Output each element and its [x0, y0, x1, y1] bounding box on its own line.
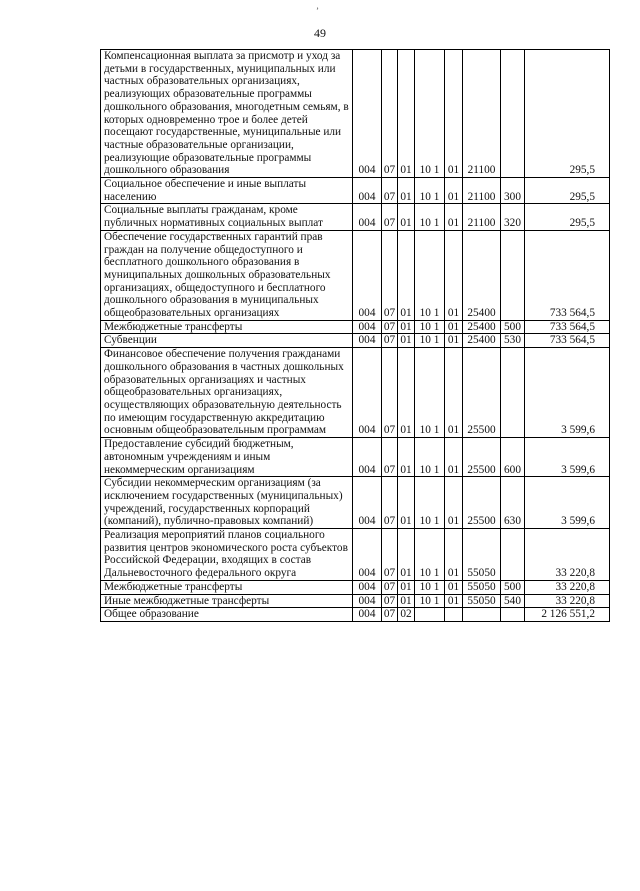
row-amount: 733 564,5	[525, 230, 610, 320]
row-name: Межбюджетные трансферты	[101, 320, 353, 334]
row-name: Социальные выплаты гражданам, кроме публичных нормативных социальных выплат	[101, 204, 353, 230]
row-name: Субсидии некоммерческим организациям (за исключением государственных (муниципальных) учреждений, государственных корпораций (компаний), публично-правовых компаний)	[101, 477, 353, 529]
row-direction-code	[463, 608, 501, 622]
row-expense-type-code	[501, 529, 525, 581]
row-subprogram-code: 01	[445, 529, 463, 581]
row-direction-code: 21100	[463, 50, 501, 178]
scan-mark: ʼ	[316, 6, 319, 16]
row-program-code: 10 1	[415, 580, 445, 594]
row-amount: 733 564,5	[525, 320, 610, 334]
table-row	[101, 348, 610, 438]
row-subsection-code: 01	[398, 178, 415, 204]
row-subsection-code: 01	[398, 594, 415, 608]
row-amount: 3 599,6	[525, 477, 610, 529]
page-number: 49	[314, 26, 326, 40]
row-gr-code: 004	[353, 608, 382, 622]
row-subsection-code: 01	[398, 204, 415, 230]
row-name: Общее образование	[101, 608, 353, 622]
table-row	[101, 320, 610, 334]
row-program-code: 10 1	[415, 438, 445, 477]
row-program-code: 10 1	[415, 334, 445, 348]
row-gr-code: 004	[353, 438, 382, 477]
row-gr-code: 004	[353, 178, 382, 204]
row-expense-type-code: 320	[501, 204, 525, 230]
row-direction-code: 25400	[463, 334, 501, 348]
row-subsection-code: 01	[398, 320, 415, 334]
row-expense-type-code: 600	[501, 438, 525, 477]
row-gr-code: 004	[353, 477, 382, 529]
row-amount: 295,5	[525, 50, 610, 178]
table-row	[101, 230, 610, 320]
table-row	[101, 580, 610, 594]
row-section-code: 07	[382, 334, 398, 348]
row-section-code: 07	[382, 230, 398, 320]
row-direction-code: 21100	[463, 178, 501, 204]
row-gr-code: 004	[353, 348, 382, 438]
table-row	[101, 438, 610, 477]
row-section-code: 07	[382, 320, 398, 334]
table-row	[101, 529, 610, 581]
row-direction-code: 25500	[463, 477, 501, 529]
row-amount: 3 599,6	[525, 438, 610, 477]
row-section-code: 07	[382, 608, 398, 622]
row-subprogram-code: 01	[445, 50, 463, 178]
row-gr-code: 004	[353, 334, 382, 348]
row-name: Компенсационная выплата за присмотр и уход за детьми в государственных, муниципальных или частных образовательных организациях, реализующих образовательные программы дошкольного образования, многодетным семьям, в которых одновременно трое и более детей посещают государственные, муниципальные или частные образовательные организации, реализующие образовательные программы дошкольного образования	[101, 50, 353, 178]
row-subsection-code: 01	[398, 334, 415, 348]
row-subsection-code: 02	[398, 608, 415, 622]
row-gr-code: 004	[353, 204, 382, 230]
row-amount: 295,5	[525, 178, 610, 204]
table-row	[101, 204, 610, 230]
row-expense-type-code	[501, 348, 525, 438]
row-expense-type-code	[501, 608, 525, 622]
row-expense-type-code	[501, 230, 525, 320]
row-program-code: 10 1	[415, 178, 445, 204]
row-name: Социальное обеспечение и иные выплаты населению	[101, 178, 353, 204]
row-program-code: 10 1	[415, 477, 445, 529]
table-row	[101, 50, 610, 178]
row-direction-code: 25500	[463, 348, 501, 438]
row-subprogram-code: 01	[445, 477, 463, 529]
row-direction-code: 25400	[463, 320, 501, 334]
row-subsection-code: 01	[398, 50, 415, 178]
table-body	[101, 50, 610, 622]
row-program-code: 10 1	[415, 320, 445, 334]
table-row	[101, 477, 610, 529]
row-amount: 2 126 551,2	[525, 608, 610, 622]
row-section-code: 07	[382, 204, 398, 230]
row-name: Межбюджетные трансферты	[101, 580, 353, 594]
row-subprogram-code: 01	[445, 178, 463, 204]
row-section-code: 07	[382, 438, 398, 477]
row-expense-type-code: 540	[501, 594, 525, 608]
row-subprogram-code: 01	[445, 438, 463, 477]
row-subprogram-code: 01	[445, 580, 463, 594]
row-amount: 33 220,8	[525, 529, 610, 581]
row-gr-code: 004	[353, 594, 382, 608]
row-section-code: 07	[382, 348, 398, 438]
row-name: Субвенции	[101, 334, 353, 348]
row-expense-type-code: 500	[501, 320, 525, 334]
row-section-code: 07	[382, 529, 398, 581]
row-name: Финансовое обеспечение получения гражданами дошкольного образования в частных дошкольных образовательных организациях и частных общеобразовательных организациях, осуществляющих образовательную деятельность по имеющим государственную аккредитацию основным общеобразовательным программам	[101, 348, 353, 438]
table-row	[101, 334, 610, 348]
row-section-code: 07	[382, 580, 398, 594]
table-row	[101, 594, 610, 608]
row-subsection-code: 01	[398, 529, 415, 581]
row-program-code: 10 1	[415, 594, 445, 608]
row-amount: 295,5	[525, 204, 610, 230]
row-program-code	[415, 608, 445, 622]
row-subprogram-code: 01	[445, 348, 463, 438]
row-gr-code: 004	[353, 320, 382, 334]
row-name: Реализация мероприятий планов социального развития центров экономического роста субъектов Российской Федерации, входящих в состав Дальневосточного федерального округа	[101, 529, 353, 581]
row-program-code: 10 1	[415, 204, 445, 230]
table-row	[101, 608, 610, 622]
row-direction-code: 25400	[463, 230, 501, 320]
row-subprogram-code: 01	[445, 334, 463, 348]
row-name: Иные межбюджетные трансферты	[101, 594, 353, 608]
row-subsection-code: 01	[398, 477, 415, 529]
row-gr-code: 004	[353, 230, 382, 320]
row-subprogram-code: 01	[445, 230, 463, 320]
row-subprogram-code	[445, 608, 463, 622]
row-program-code: 10 1	[415, 348, 445, 438]
row-subsection-code: 01	[398, 438, 415, 477]
row-direction-code: 55050	[463, 580, 501, 594]
row-name: Предоставление субсидий бюджетным, автономным учреждениям и иным некоммерческим организациям	[101, 438, 353, 477]
row-amount: 33 220,8	[525, 594, 610, 608]
row-section-code: 07	[382, 594, 398, 608]
row-name: Обеспечение государственных гарантий прав граждан на получение общедоступного и бесплатного дошкольного образования в муниципальных дошкольных образовательных организациях, общедоступного и бесплатного дошкольного образования в муниципальных общеобразовательных организациях	[101, 230, 353, 320]
row-program-code: 10 1	[415, 529, 445, 581]
row-expense-type-code: 530	[501, 334, 525, 348]
row-program-code: 10 1	[415, 230, 445, 320]
row-gr-code: 004	[353, 50, 382, 178]
row-section-code: 07	[382, 477, 398, 529]
budget-table	[100, 49, 610, 622]
row-section-code: 07	[382, 50, 398, 178]
row-expense-type-code: 300	[501, 178, 525, 204]
row-direction-code: 21100	[463, 204, 501, 230]
row-direction-code: 25500	[463, 438, 501, 477]
row-direction-code: 55050	[463, 529, 501, 581]
row-expense-type-code	[501, 50, 525, 178]
row-gr-code: 004	[353, 529, 382, 581]
row-section-code: 07	[382, 178, 398, 204]
row-subsection-code: 01	[398, 348, 415, 438]
row-amount: 3 599,6	[525, 348, 610, 438]
row-subprogram-code: 01	[445, 594, 463, 608]
row-subsection-code: 01	[398, 230, 415, 320]
row-gr-code: 004	[353, 580, 382, 594]
row-direction-code: 55050	[463, 594, 501, 608]
row-program-code: 10 1	[415, 50, 445, 178]
table-row	[101, 178, 610, 204]
row-amount: 33 220,8	[525, 580, 610, 594]
row-subprogram-code: 01	[445, 320, 463, 334]
row-amount: 733 564,5	[525, 334, 610, 348]
row-expense-type-code: 630	[501, 477, 525, 529]
row-expense-type-code: 500	[501, 580, 525, 594]
row-subsection-code: 01	[398, 580, 415, 594]
row-subprogram-code: 01	[445, 204, 463, 230]
